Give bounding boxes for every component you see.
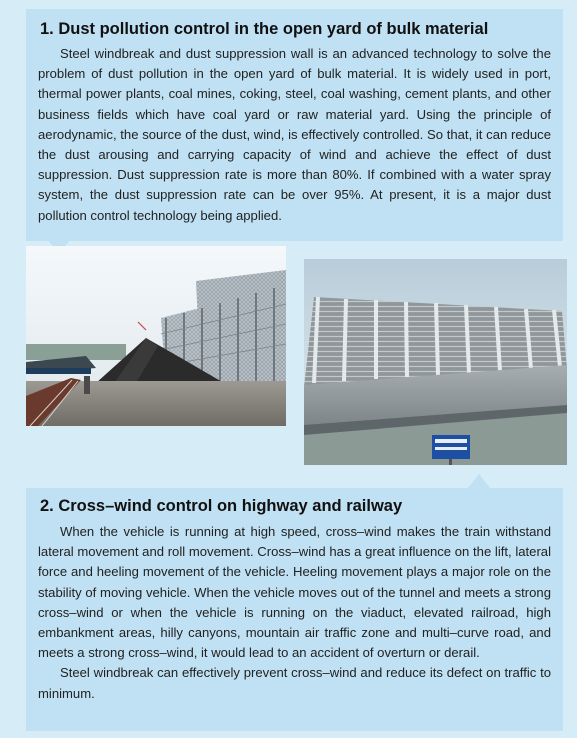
- section-2-title: 2. Cross–wind control on highway and railway: [40, 497, 403, 515]
- section-2-paragraph-2: Steel windbreak can effectively prevent cross–wind and reduce its defect on traffic to minimum.: [38, 665, 551, 701]
- coal-yard-windbreak-photo: [26, 246, 286, 426]
- section-1-title: 1. Dust pollution control in the open yard of bulk material: [40, 20, 489, 38]
- section-2-paragraph-1: When the vehicle is running at high speed, cross–wind makes the train withstand lateral movement and roll movement. Cross–wind has a great influence on the lift, lateral force and heeling movement of the vehicle. Heeling movement plays a major role on the stability of moving vehicle. When the vehicle moves out of the tunnel and meets a strong cross–wind or when the vehicle is running on the viaduct, elevated railroad, high embankment areas, hilly canyons, mountain air traffic zone and multi–curve road, and meets a strong cross–wind, it would lead to an accident of overturn or derail.: [38, 524, 551, 661]
- section-cross-wind: [26, 488, 563, 731]
- section-dust-pollution: [26, 9, 563, 241]
- railway-crosswind-barrier-photo: [304, 259, 567, 465]
- section-1-body: Steel windbreak and dust suppression wall is an advanced technology to solve the problem of dust pollution in the open yard of bulk material. It is widely used in port, thermal power plants, coal mines, coking, steel, coal washing, cement plants, and other business fields which have coal yard or raw material yard. Using the principle of aerodynamic, the source of the dust, wind, is effectively controlled. So that, it can reduce the dust arousing and carrying capacity of wind and achieve the effect of dust suppression. Dust suppression rate is more than 80%. If combined with a water spray system, the dust suppression rate can be over 95%. At present, it is a major dust pollution control technology being applied.: [38, 46, 551, 223]
- panel-2-pointer: [468, 474, 490, 488]
